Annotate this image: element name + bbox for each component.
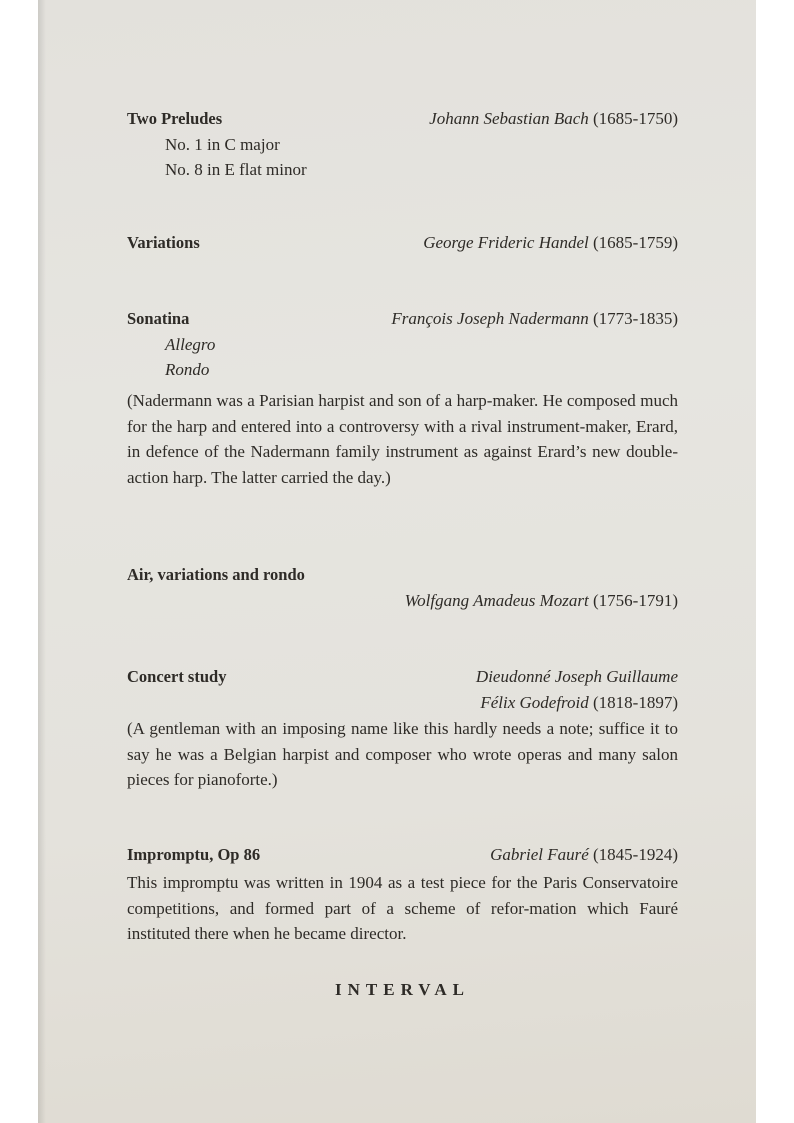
composer-dates: (1685-1750) — [593, 109, 678, 128]
programme-item-bach — [127, 106, 678, 182]
composer-dates: (1845-1924) — [593, 845, 678, 864]
page-edge-shadow — [38, 0, 46, 1123]
composer-dates: (1773-1835) — [593, 309, 678, 328]
programme-item-mozart — [127, 562, 678, 614]
composer — [127, 588, 678, 614]
programme-note: (A gentleman with an imposing name like this hardly needs a note; suffice it to say he was a Belgian harpist and composer who wrote operas and many salon pieces for pianoforte.) — [127, 719, 678, 789]
composer — [423, 230, 678, 256]
movement: No. 8 in E flat minor — [165, 160, 307, 179]
composer-dates: (1756-1791) — [593, 591, 678, 610]
composer-name: François Joseph Nadermann — [391, 309, 589, 328]
movement: Allegro — [165, 335, 216, 354]
composer-name: George Frideric Handel — [423, 233, 589, 252]
composer — [490, 842, 678, 868]
piece-title: Concert study — [127, 667, 227, 686]
programme-item-handel — [127, 230, 678, 256]
interval-heading: INTERVAL — [335, 980, 470, 999]
programme-item-nadermann — [127, 306, 678, 490]
programme-item-godefroid — [127, 664, 678, 793]
movement: Rondo — [165, 360, 210, 379]
piece-title: Variations — [127, 233, 200, 252]
composer-name: Dieudonné Joseph Guillaume — [475, 667, 678, 686]
composer — [429, 106, 678, 132]
composer-name: Johann Sebastian Bach — [429, 109, 589, 128]
composer-name: Félix Godefroid — [480, 693, 589, 712]
composer — [391, 306, 678, 332]
composer-name-line-1 — [476, 664, 678, 690]
programme-item-faure — [127, 842, 678, 947]
piece-title: Sonatina — [127, 309, 190, 328]
composer-name: Gabriel Fauré — [490, 845, 589, 864]
composer-dates: (1685-1759) — [593, 233, 678, 252]
programme-note: This impromptu was written in 1904 as a test piece for the Paris Conservatoire competitions, and formed part of a scheme of refor-mation which Fauré instituted there when he became director. — [127, 873, 678, 943]
composer-name-line-2 — [127, 690, 678, 716]
composer-dates: (1818-1897) — [593, 693, 678, 712]
piece-title: Air, variations and rondo — [127, 565, 305, 584]
movement: No. 1 in C major — [165, 135, 280, 154]
piece-title: Two Preludes — [127, 109, 223, 128]
piece-title: Impromptu, Op 86 — [127, 845, 261, 864]
composer-name: Wolfgang Amadeus Mozart — [404, 591, 589, 610]
programme-note: (Nadermann was a Parisian harpist and son of a harp-maker. He composed much for the harp and entered into a controversy with a rival instrument-maker, Erard, in defence of the Nadermann family instrument as against Erard’s new double-action harp. The latter carried the day.) — [127, 391, 678, 487]
